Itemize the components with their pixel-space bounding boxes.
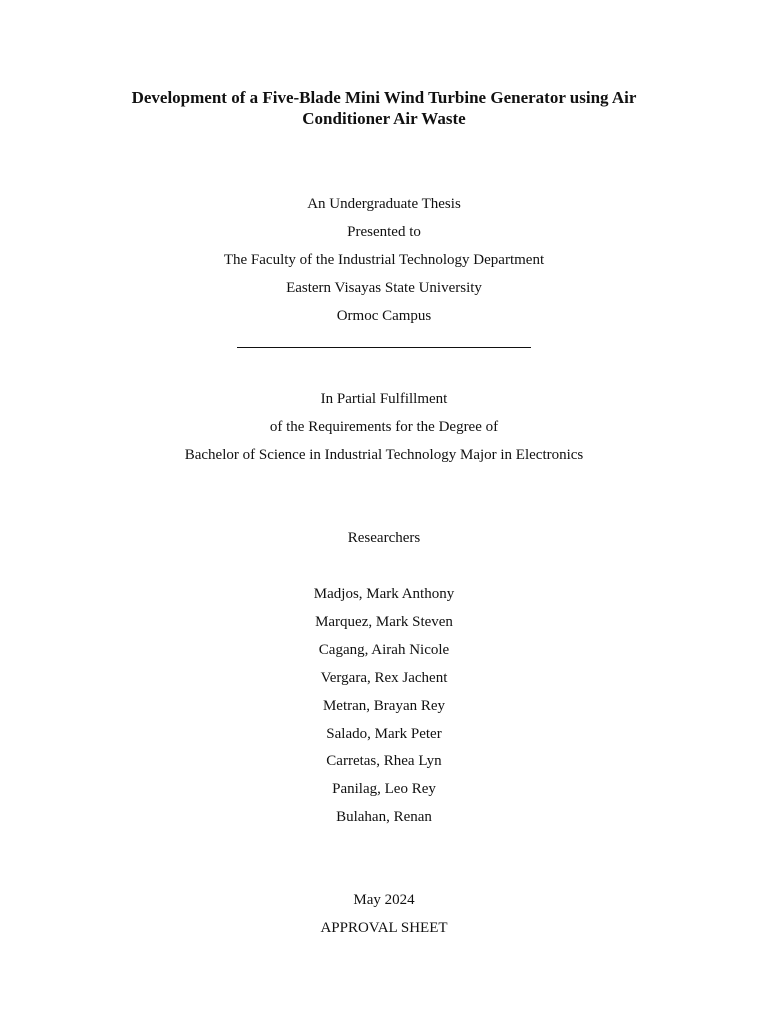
researchers-heading: Researchers — [347, 530, 421, 546]
faculty-name: The Faculty of the Industrial Technology Department — [223, 252, 545, 268]
fulfillment-line-1: In Partial Fulfillment — [320, 391, 448, 407]
campus-name: Ormoc Campus — [336, 308, 432, 324]
fulfillment-line-2: of the Requirements for the Degree of — [269, 419, 499, 435]
researcher-name: Panilag, Leo Rey — [332, 781, 436, 797]
thesis-title: Development of a Five-Blade Mini Wind Turbine Generator using Air Conditioner Air Waste — [131, 88, 637, 128]
divider-rule — [237, 347, 531, 348]
researcher-name: Bulahan, Renan — [336, 809, 432, 825]
researcher-name: Metran, Brayan Rey — [322, 698, 446, 714]
presented-to: Presented to — [347, 224, 421, 240]
researcher-name: Cagang, Airah Nicole — [318, 642, 450, 658]
thesis-type: An Undergraduate Thesis — [307, 196, 461, 212]
degree-name: Bachelor of Science in Industrial Technology Major in Electronics — [184, 447, 584, 463]
submission-date: May 2024 — [353, 892, 415, 908]
researcher-name: Vergara, Rex Jachent — [320, 670, 448, 686]
researcher-name: Marquez, Mark Steven — [315, 614, 453, 630]
approval-sheet-heading: APPROVAL SHEET — [320, 920, 448, 936]
researcher-name: Carretas, Rhea Lyn — [326, 753, 442, 769]
researcher-name: Madjos, Mark Anthony — [313, 586, 455, 602]
researcher-name: Salado, Mark Peter — [326, 726, 442, 742]
university-name: Eastern Visayas State University — [286, 280, 482, 296]
